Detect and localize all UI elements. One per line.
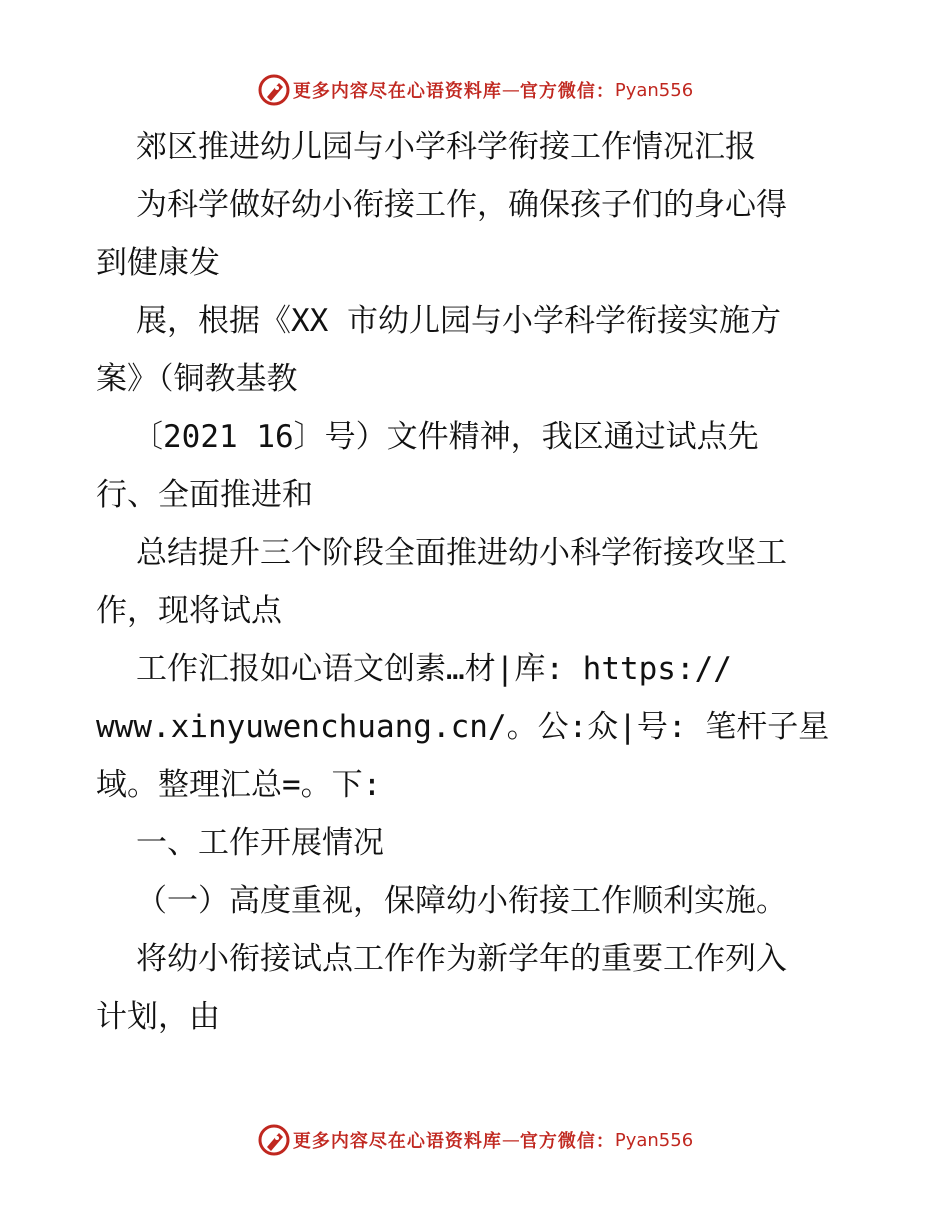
watermark-wechat-label: 官方微信：	[519, 1131, 615, 1152]
paragraph-line: 行、全面推进和	[96, 477, 313, 513]
paragraph-line: 作，现将试点	[96, 593, 282, 629]
footer-watermark	[0, 1122, 950, 1158]
paragraph-line: 展，根据《XX 市幼儿园与小学科学衔接实施方	[136, 303, 781, 339]
document-body	[96, 118, 866, 1046]
pen-nib-logo-icon	[257, 73, 291, 107]
subsection-heading: （一）高度重视，保障幼小衔接工作顺利实施。	[136, 883, 787, 919]
paragraph-line: 将幼小衔接试点工作作为新学年的重要工作列入	[136, 941, 787, 977]
paragraph-line: 计划，由	[96, 999, 220, 1035]
header-watermark	[0, 72, 950, 108]
watermark-wechat-id: Pyan556	[614, 79, 694, 101]
watermark-dash: —	[501, 79, 520, 101]
document-title: 郊区推进幼儿园与小学科学衔接工作情况汇报	[136, 129, 756, 165]
paragraph-line: 〔2021 16〕号）文件精神，我区通过试点先	[132, 419, 759, 455]
paragraph-line: 到健康发	[96, 245, 220, 281]
watermark-dash: —	[501, 1129, 520, 1151]
paragraph-line: 案》（铜教基教	[96, 361, 298, 397]
watermark-site-text: 更多内容尽在心语资料库	[292, 1131, 502, 1152]
paragraph-line: 总结提升三个阶段全面推进幼小科学衔接攻坚工	[136, 535, 787, 571]
pen-nib-logo-icon	[257, 1123, 291, 1157]
paragraph-line: www.xinyuwenchuang.cn/。公:众|号: 笔杆子星	[96, 709, 830, 745]
section-heading: 一、工作开展情况	[136, 825, 384, 861]
paragraph-line: 域。整理汇总=。下:	[96, 767, 382, 803]
paragraph-line: 工作汇报如心语文创素…材|库: https://	[136, 651, 732, 687]
watermark-wechat-id: Pyan556	[614, 1129, 694, 1151]
paragraph-line: 为科学做好幼小衔接工作，确保孩子们的身心得	[136, 187, 787, 223]
watermark-wechat-label: 官方微信：	[519, 81, 615, 102]
watermark-site-text: 更多内容尽在心语资料库	[292, 81, 502, 102]
